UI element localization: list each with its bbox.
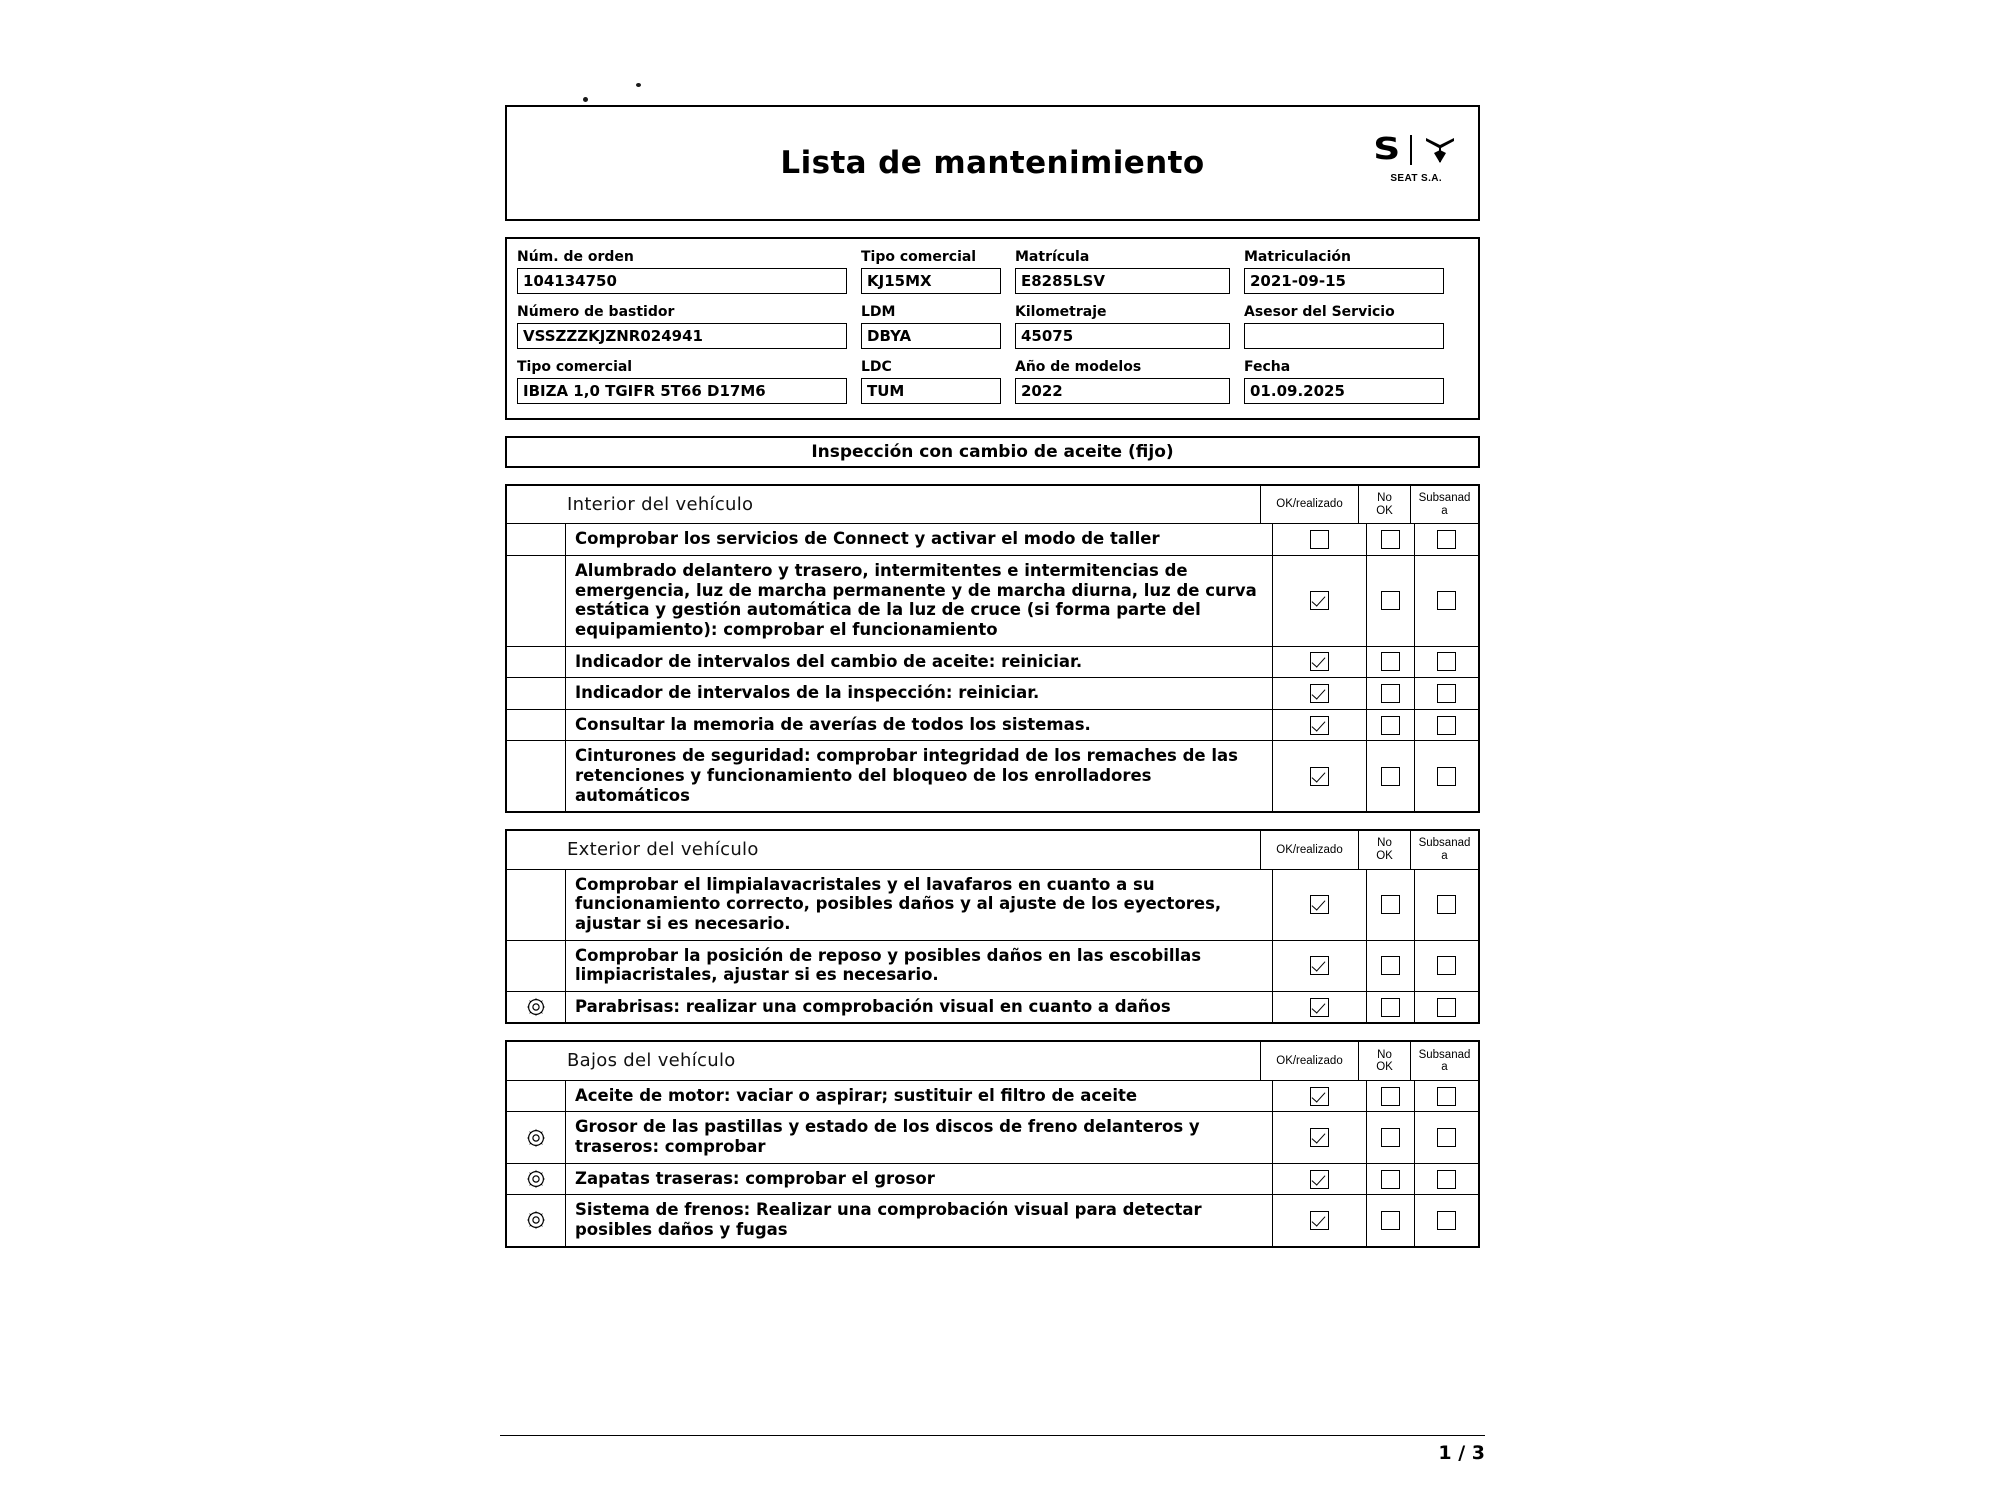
field-label: Matrícula (1015, 249, 1090, 265)
row-icon-cell (507, 1195, 566, 1245)
cell-subsanada (1415, 647, 1478, 678)
row-icon-cell (507, 870, 566, 940)
cupra-logo-icon (1424, 135, 1456, 165)
task-description: Comprobar la posición de reposo y posibles daños en las escobillas limpiacristales, ajustar si es necesario. (566, 941, 1273, 991)
column-header-ok: OK/realizado (1261, 486, 1359, 523)
cell-no-ok (1367, 941, 1415, 991)
cell-no-ok (1367, 992, 1415, 1023)
column-header-subsanada: Subsanad a (1418, 492, 1471, 517)
cell-no-ok (1367, 1164, 1415, 1195)
field-label: Matriculación (1244, 249, 1351, 265)
page-indicator: 1 / 3 (1438, 1442, 1485, 1464)
field-ldm (861, 304, 1001, 349)
row-icon-cell (507, 941, 566, 991)
checkbox-ok[interactable] (1310, 956, 1329, 975)
field-label: LDM (861, 304, 896, 320)
table-header-row (507, 486, 1478, 524)
row-icon-cell (507, 710, 566, 741)
vehicle-info-box (505, 237, 1480, 420)
column-header-ok: OK/realizado (1261, 1042, 1359, 1079)
cell-subsanada (1415, 941, 1478, 991)
row-icon-cell (507, 1081, 566, 1112)
checkbox-ok[interactable] (1310, 895, 1329, 914)
scan-speck (583, 97, 588, 102)
field-label: Tipo comercial (517, 359, 633, 375)
cell-ok (1273, 524, 1367, 555)
checkbox-no-ok[interactable] (1381, 895, 1400, 914)
table-row (507, 741, 1478, 811)
field-asesor-servicio (1244, 304, 1444, 349)
row-icon-cell (507, 678, 566, 709)
checklist-table (505, 829, 1480, 1024)
checkbox-subsanada[interactable] (1437, 1211, 1456, 1230)
row-icon-cell (507, 992, 566, 1023)
checkbox-no-ok[interactable] (1381, 591, 1400, 610)
info-row (517, 304, 1468, 349)
field-label: LDC (861, 359, 892, 375)
checkbox-subsanada[interactable] (1437, 1170, 1456, 1189)
table-row (507, 870, 1478, 941)
table-row (507, 1195, 1478, 1245)
table-row (507, 556, 1478, 647)
row-icon-cell (507, 556, 566, 646)
info-row (517, 359, 1468, 404)
cell-subsanada (1415, 678, 1478, 709)
field-tipo-comercial (517, 359, 847, 404)
footer-divider (500, 1435, 1485, 1436)
checkbox-ok[interactable] (1310, 716, 1329, 735)
checkbox-ok[interactable] (1310, 1211, 1329, 1230)
field-label: Año de modelos (1015, 359, 1142, 375)
field-kilometraje (1015, 304, 1230, 349)
cell-ok (1273, 1081, 1367, 1112)
cell-no-ok (1367, 556, 1415, 646)
checklist-sections (505, 484, 1480, 1248)
checklist-table (505, 1040, 1480, 1247)
task-description: Indicador de intervalos de la inspección: reiniciar. (566, 678, 1273, 709)
field-value[interactable]: VSSZZZKJZNR024941 (517, 323, 847, 349)
cell-no-ok (1367, 710, 1415, 741)
checkbox-no-ok[interactable] (1381, 956, 1400, 975)
field-fecha (1244, 359, 1444, 404)
column-header-subsanada: Subsanad a (1418, 1048, 1471, 1074)
table-row (507, 1112, 1478, 1163)
document-sheet (505, 105, 1480, 1248)
field-matriculacion (1244, 249, 1444, 294)
cell-subsanada (1415, 1112, 1478, 1162)
cell-subsanada (1415, 870, 1478, 940)
cell-subsanada (1415, 1081, 1478, 1112)
field-ano-modelos (1015, 359, 1230, 404)
checkbox-no-ok[interactable] (1381, 716, 1400, 735)
field-label: Tipo comercial (861, 249, 977, 265)
table-row (507, 710, 1478, 742)
column-header-subsanada: Subsanad a (1418, 837, 1471, 862)
field-value[interactable]: E8285LSV (1015, 268, 1230, 294)
table-row (507, 992, 1478, 1023)
checkbox-ok[interactable] (1310, 998, 1329, 1017)
cell-ok (1273, 941, 1367, 991)
checkbox-no-ok[interactable] (1381, 1211, 1400, 1230)
task-description: Cinturones de seguridad: comprobar integridad de los remaches de las retenciones y funcionamiento del bloqueo de los enrolladores automáticos (566, 741, 1273, 811)
gear-icon (526, 997, 546, 1017)
checkbox-no-ok[interactable] (1381, 530, 1400, 549)
checkbox-subsanada[interactable] (1437, 652, 1456, 671)
seat-logo: S (1373, 132, 1401, 167)
field-value[interactable]: 104134750 (517, 268, 847, 294)
checkbox-subsanada[interactable] (1437, 1087, 1456, 1106)
checkbox-no-ok[interactable] (1381, 652, 1400, 671)
field-value[interactable]: 01.09.2025 (1244, 378, 1444, 404)
checkbox-ok[interactable] (1310, 767, 1329, 786)
inspection-type-banner: Inspección con cambio de aceite (fijo) (505, 436, 1480, 468)
checkbox-no-ok[interactable] (1381, 1087, 1400, 1106)
field-value[interactable]: TUM (861, 378, 1001, 404)
field-value[interactable]: KJ15MX (861, 268, 1001, 294)
checkbox-subsanada[interactable] (1437, 716, 1456, 735)
info-row (517, 249, 1468, 294)
checkbox-subsanada[interactable] (1437, 998, 1456, 1017)
table-row (507, 1081, 1478, 1113)
cell-ok (1273, 1195, 1367, 1245)
gear-icon (526, 1169, 546, 1189)
cell-subsanada (1415, 1164, 1478, 1195)
checkbox-subsanada[interactable] (1437, 591, 1456, 610)
field-label: Núm. de orden (517, 249, 634, 265)
checkbox-subsanada[interactable] (1437, 530, 1456, 549)
table-row (507, 678, 1478, 710)
table-row (507, 524, 1478, 556)
field-label: Kilometraje (1015, 304, 1107, 320)
field-numero-bastidor (517, 304, 847, 349)
checkbox-ok[interactable] (1310, 684, 1329, 703)
table-row (507, 941, 1478, 992)
table-header-row (507, 831, 1478, 869)
field-value[interactable]: IBIZA 1,0 TGIFR 5T66 D17M6 (517, 378, 847, 404)
column-header-no-ok: No OK (1359, 486, 1411, 523)
column-header-no-ok: No OK (1359, 1042, 1411, 1079)
section-title: Exterior del vehículo (507, 831, 1261, 868)
section-title: Bajos del vehículo (507, 1042, 1261, 1079)
field-matricula (1015, 249, 1230, 294)
cell-no-ok (1367, 524, 1415, 555)
table-row (507, 647, 1478, 679)
cell-ok (1273, 556, 1367, 646)
task-description: Consultar la memoria de averías de todos los sistemas. (566, 710, 1273, 741)
field-ldc (861, 359, 1001, 404)
task-description: Aceite de motor: vaciar o aspirar; sustituir el filtro de aceite (566, 1081, 1273, 1112)
brand-subtitle: SEAT S.A. (1390, 173, 1443, 184)
checkbox-no-ok[interactable] (1381, 767, 1400, 786)
checkbox-no-ok[interactable] (1381, 684, 1400, 703)
cell-no-ok (1367, 1112, 1415, 1162)
cell-ok (1273, 1112, 1367, 1162)
field-num-orden (517, 249, 847, 294)
checkbox-subsanada[interactable] (1437, 684, 1456, 703)
checkbox-subsanada[interactable] (1437, 767, 1456, 786)
task-description: Indicador de intervalos del cambio de aceite: reiniciar. (566, 647, 1273, 678)
scan-speck (636, 83, 641, 87)
brand-block (1373, 132, 1456, 184)
cell-ok (1273, 710, 1367, 741)
task-description: Comprobar el limpialavacristales y el lavafaros en cuanto a su funcionamiento correcto, posibles daños y al ajuste de los eyectores, ajustar si es necesario. (566, 870, 1273, 940)
field-label: Fecha (1244, 359, 1291, 375)
field-value[interactable]: DBYA (861, 323, 1001, 349)
checkbox-subsanada[interactable] (1437, 1128, 1456, 1147)
field-value[interactable]: 45075 (1015, 323, 1230, 349)
field-label: Asesor del Servicio (1244, 304, 1395, 320)
checkbox-no-ok[interactable] (1381, 1128, 1400, 1147)
task-description: Comprobar los servicios de Connect y activar el modo de taller (566, 524, 1273, 555)
section-title: Interior del vehículo (507, 486, 1261, 523)
checkbox-ok[interactable] (1310, 530, 1329, 549)
table-row (507, 1164, 1478, 1196)
cell-no-ok (1367, 1081, 1415, 1112)
checkbox-subsanada[interactable] (1437, 895, 1456, 914)
checkbox-ok[interactable] (1310, 1128, 1329, 1147)
cell-ok (1273, 647, 1367, 678)
task-description: Parabrisas: realizar una comprobación visual en cuanto a daños (566, 992, 1273, 1023)
task-description: Sistema de frenos: Realizar una comprobación visual para detectar posibles daños y fugas (566, 1195, 1273, 1245)
cell-no-ok (1367, 1195, 1415, 1245)
checkbox-subsanada[interactable] (1437, 956, 1456, 975)
checkbox-ok[interactable] (1310, 652, 1329, 671)
table-header-row (507, 1042, 1478, 1080)
column-header-no-ok: No OK (1359, 831, 1411, 868)
cell-ok (1273, 870, 1367, 940)
title-box (505, 105, 1480, 221)
cell-no-ok (1367, 741, 1415, 811)
cell-ok (1273, 1164, 1367, 1195)
field-label: Número de bastidor (517, 304, 675, 320)
row-icon-cell (507, 1164, 566, 1195)
checkbox-ok[interactable] (1310, 1170, 1329, 1189)
cell-ok (1273, 678, 1367, 709)
task-description: Grosor de las pastillas y estado de los discos de freno delanteros y traseros: comprobar (566, 1112, 1273, 1162)
row-icon-cell (507, 647, 566, 678)
row-icon-cell (507, 1112, 566, 1162)
column-header-ok: OK/realizado (1261, 831, 1359, 868)
cell-subsanada (1415, 741, 1478, 811)
field-tipo-comercial-code (861, 249, 1001, 294)
cell-no-ok (1367, 647, 1415, 678)
field-value[interactable] (1244, 323, 1444, 349)
row-icon-cell (507, 524, 566, 555)
cell-subsanada (1415, 556, 1478, 646)
cell-ok (1273, 992, 1367, 1023)
gear-icon (526, 1128, 546, 1148)
task-description: Alumbrado delantero y trasero, intermitentes e intermitencias de emergencia, luz de marcha permanente y de marcha diurna, luz de curva estática y gestión automática de la luz de cruce (si forma parte del equipamiento): comprobar el funcionamiento (566, 556, 1273, 646)
field-value[interactable]: 2022 (1015, 378, 1230, 404)
gear-icon (526, 1210, 546, 1230)
cell-subsanada (1415, 524, 1478, 555)
cell-subsanada (1415, 710, 1478, 741)
cell-ok (1273, 741, 1367, 811)
field-value[interactable]: 2021-09-15 (1244, 268, 1444, 294)
cell-no-ok (1367, 678, 1415, 709)
brand-divider (1410, 135, 1412, 165)
page-title: Lista de mantenimiento (780, 145, 1205, 181)
cell-no-ok (1367, 870, 1415, 940)
task-description: Zapatas traseras: comprobar el grosor (566, 1164, 1273, 1195)
checkbox-no-ok[interactable] (1381, 998, 1400, 1017)
checkbox-no-ok[interactable] (1381, 1170, 1400, 1189)
cell-subsanada (1415, 992, 1478, 1023)
checkbox-ok[interactable] (1310, 1087, 1329, 1106)
checklist-table (505, 484, 1480, 813)
cell-subsanada (1415, 1195, 1478, 1245)
checkbox-ok[interactable] (1310, 591, 1329, 610)
row-icon-cell (507, 741, 566, 811)
